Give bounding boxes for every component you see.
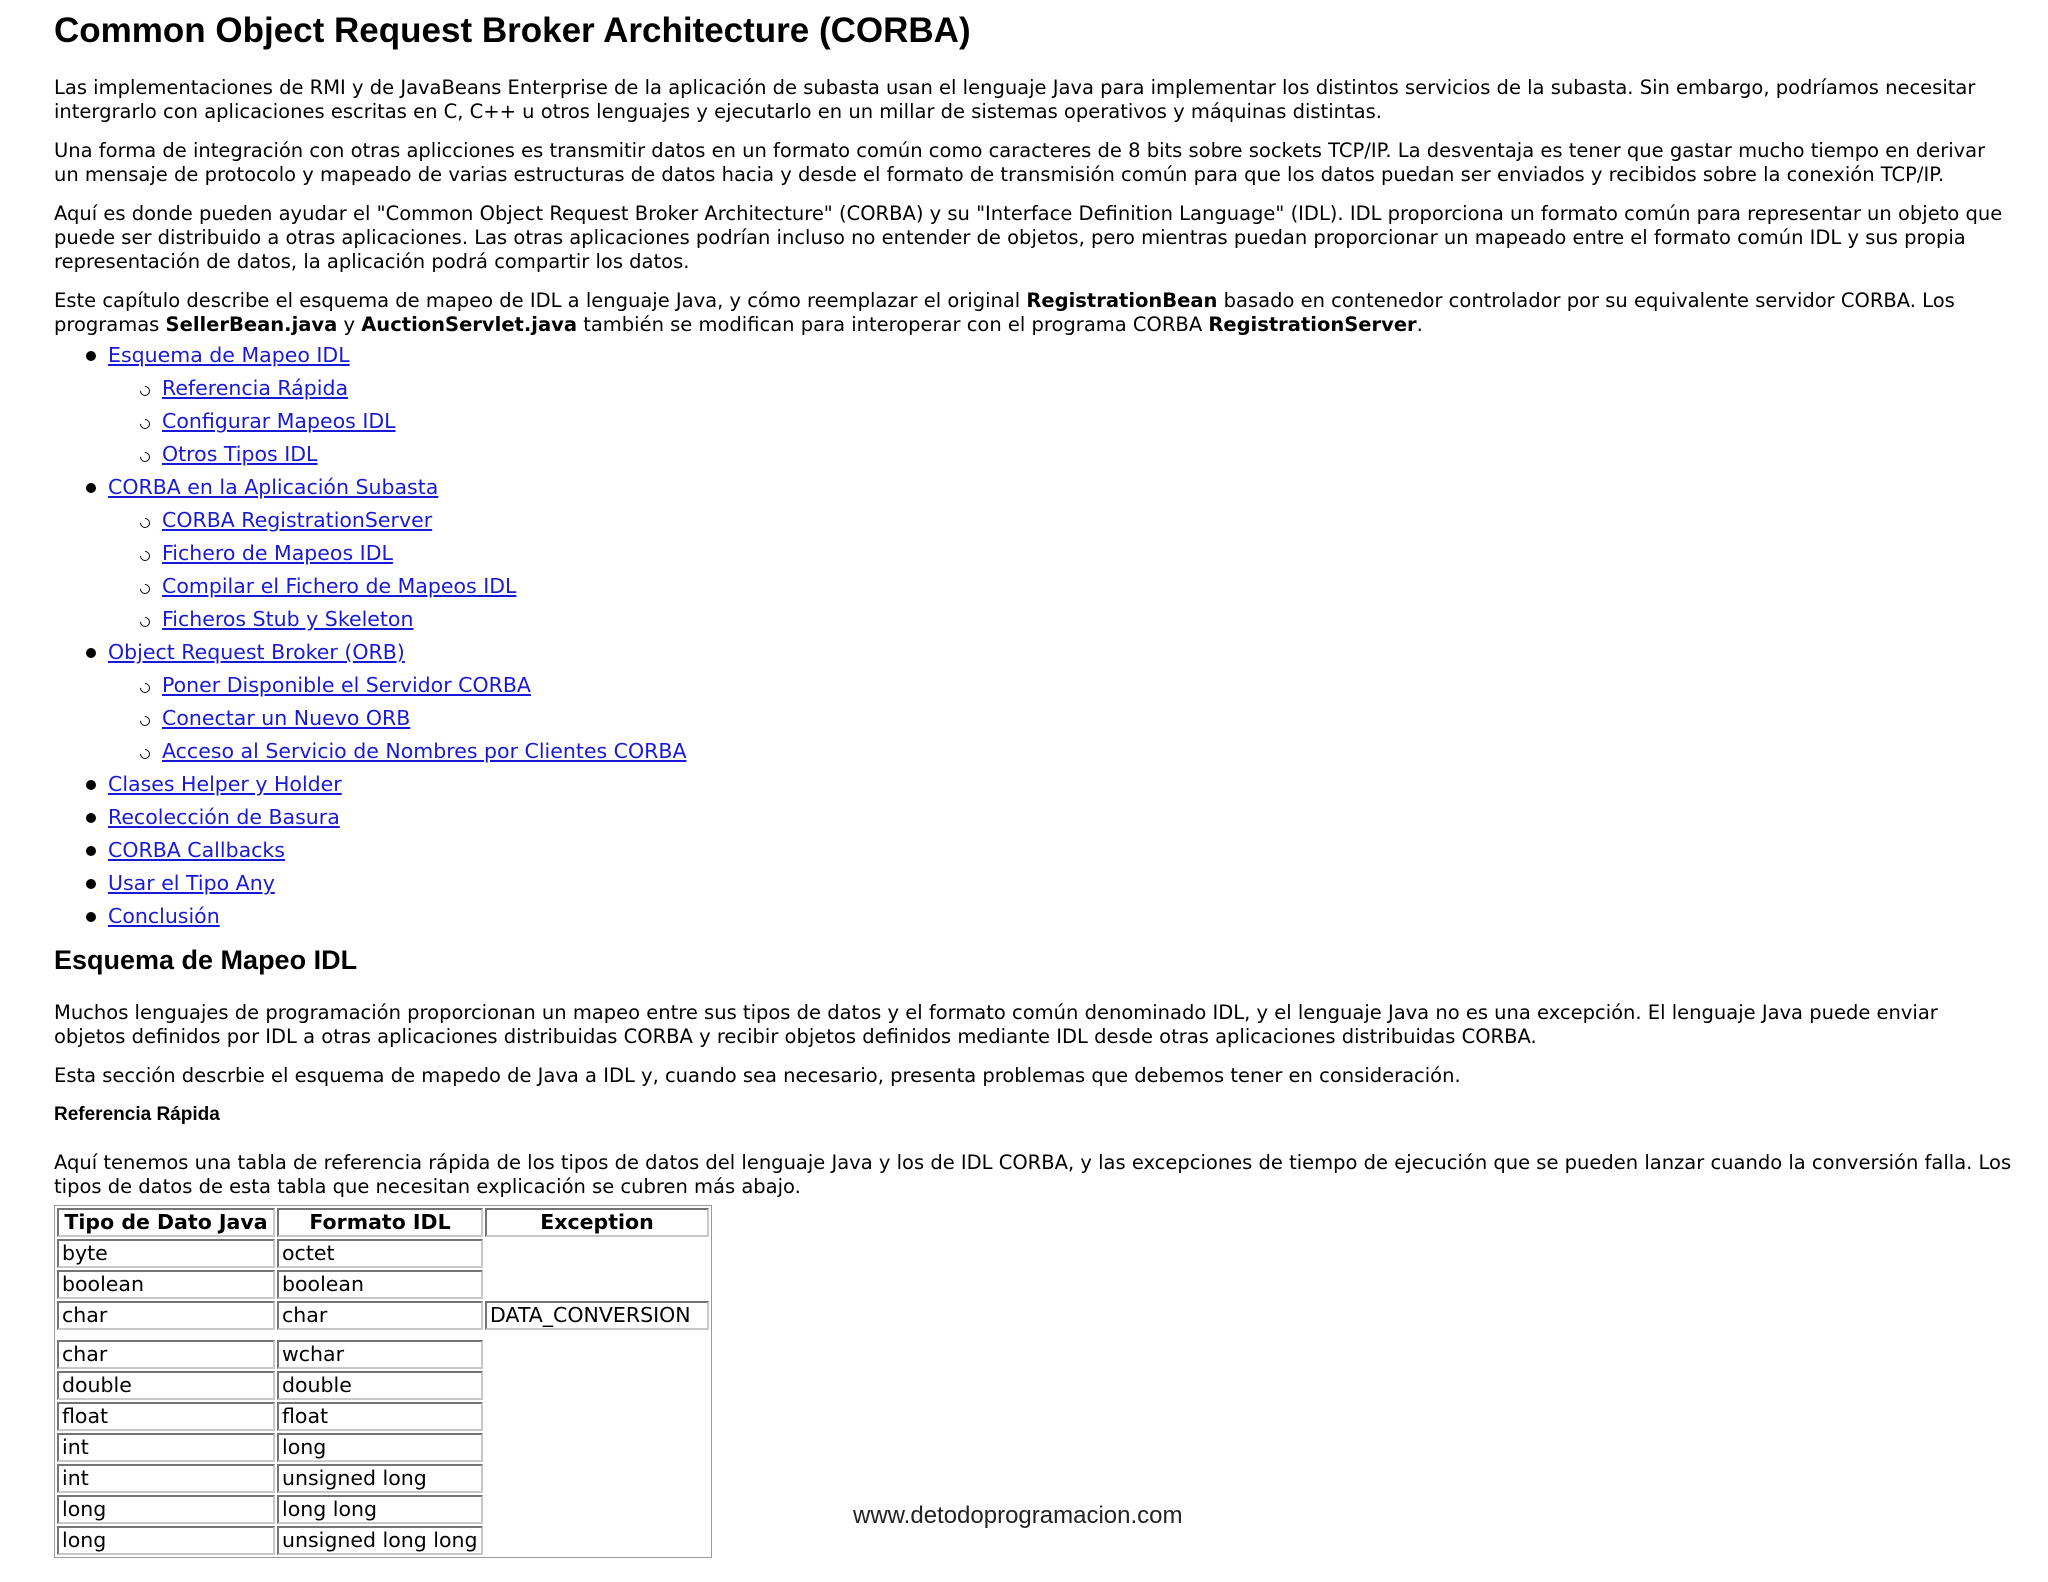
table-cell-empty xyxy=(485,1526,709,1555)
table-row xyxy=(57,1270,709,1299)
table-cell: wchar xyxy=(277,1340,483,1369)
watermark-text: www.detodoprogramacion.com xyxy=(853,1502,1183,1529)
toc-link-poner-disponible[interactable]: Poner Disponible el Servidor CORBA xyxy=(162,673,531,697)
toc-link-fichero-mapeos[interactable]: Fichero de Mapeos IDL xyxy=(162,541,393,565)
toc-item xyxy=(54,768,2014,801)
toc-link-servicio-nombres[interactable]: Acceso al Servicio de Nombres por Clientes CORBA xyxy=(162,739,687,763)
toc-link-stub-skeleton[interactable]: Ficheros Stub y Skeleton xyxy=(162,607,414,631)
table-cell: int xyxy=(57,1464,275,1493)
subsection-paragraph: Aquí tenemos una tabla de referencia rápida de los tipos de datos del lenguaje Java y los de IDL CORBA, y las excepciones de tiempo de ejecución que se pueden lanzar cuando la conversión falla. Los tipos de datos de esta tabla que necesitan explicación se cubren más abajo. xyxy=(54,1151,2012,1198)
table-row xyxy=(57,1239,709,1268)
table-row xyxy=(57,1340,709,1369)
section-heading: Esquema de Mapeo IDL xyxy=(54,945,358,975)
table-cell: double xyxy=(277,1371,483,1400)
table-row xyxy=(57,1464,709,1493)
intro-text: y xyxy=(337,313,362,336)
bullet-icon xyxy=(86,780,96,790)
toc-link-configurar-mapeos[interactable]: Configurar Mapeos IDL xyxy=(162,409,396,433)
toc-link-conectar-orb[interactable]: Conectar un Nuevo ORB xyxy=(162,706,411,730)
circle-bullet-icon xyxy=(138,681,152,695)
toc-link-compilar-fichero[interactable]: Compilar el Fichero de Mapeos IDL xyxy=(162,574,517,598)
toc-subitem xyxy=(108,702,2014,735)
file-name-auctionservlet: AuctionServlet.java xyxy=(361,313,577,336)
table-cell: long xyxy=(277,1433,483,1462)
column-header: Tipo de Dato Java xyxy=(57,1208,275,1237)
table-spacer xyxy=(57,1332,709,1338)
table-cell-exception: DATA_CONVERSION xyxy=(485,1301,709,1330)
table-cell: octet xyxy=(277,1239,483,1268)
toc-subitem xyxy=(108,372,2014,405)
section-paragraph-2: Esta sección descrbie el esquema de mapedo de Java a IDL y, cuando sea necesario, presenta problemas que debemos tener en consideración. xyxy=(54,1064,1461,1087)
bullet-icon xyxy=(86,648,96,658)
table-row xyxy=(57,1371,709,1400)
intro-paragraph-4 xyxy=(54,289,2014,337)
table-cell-empty xyxy=(485,1239,709,1268)
table-cell: float xyxy=(57,1402,275,1431)
circle-bullet-icon xyxy=(138,516,152,530)
table-row xyxy=(57,1402,709,1431)
bullet-icon xyxy=(86,912,96,922)
class-name-registrationserver: RegistrationServer xyxy=(1208,313,1417,336)
table-cell: unsigned long xyxy=(277,1464,483,1493)
bullet-icon xyxy=(86,879,96,889)
circle-bullet-icon xyxy=(138,615,152,629)
table-cell: unsigned long long xyxy=(277,1526,483,1555)
table-cell-empty xyxy=(485,1495,709,1524)
bullet-icon xyxy=(86,813,96,823)
table-cell: byte xyxy=(57,1239,275,1268)
subsection-heading: Referencia Rápida xyxy=(54,1104,220,1125)
table-cell: boolean xyxy=(57,1270,275,1299)
toc-link-referencia-rapida[interactable]: Referencia Rápida xyxy=(162,376,349,400)
circle-bullet-icon xyxy=(138,714,152,728)
toc-subitem xyxy=(108,603,2014,636)
table-header-row xyxy=(57,1208,709,1237)
toc-link-recoleccion-basura[interactable]: Recolección de Basura xyxy=(108,805,340,829)
toc-subitem xyxy=(108,504,2014,537)
table-row xyxy=(57,1526,709,1555)
toc-link-corba-aplicacion[interactable]: CORBA en la Aplicación Subasta xyxy=(108,475,439,499)
circle-bullet-icon xyxy=(138,450,152,464)
table-of-contents xyxy=(54,339,2014,933)
table-cell: int xyxy=(57,1433,275,1462)
table-cell: double xyxy=(57,1371,275,1400)
intro-text: basado en contenedor controlador por su equivalente servidor CORBA. Los programas xyxy=(54,289,1955,336)
intro-text: también se modifican para interoperar con el programa CORBA xyxy=(577,313,1209,336)
table-cell-empty xyxy=(485,1371,709,1400)
toc-item xyxy=(54,636,2014,768)
class-name-registrationbean: RegistrationBean xyxy=(1026,289,1218,312)
toc-subitem xyxy=(108,669,2014,702)
toc-subitem xyxy=(108,537,2014,570)
table-cell: long xyxy=(57,1495,275,1524)
table-cell: boolean xyxy=(277,1270,483,1299)
toc-link-esquema-mapeo-idl[interactable]: Esquema de Mapeo IDL xyxy=(108,343,350,367)
toc-item xyxy=(54,801,2014,834)
reference-table xyxy=(54,1205,712,1558)
bullet-icon xyxy=(86,483,96,493)
circle-bullet-icon xyxy=(138,417,152,431)
toc-link-callbacks[interactable]: CORBA Callbacks xyxy=(108,838,285,862)
toc-item xyxy=(54,834,2014,867)
circle-bullet-icon xyxy=(138,747,152,761)
file-name-sellerbean: SellerBean.java xyxy=(165,313,338,336)
table-cell-empty xyxy=(485,1270,709,1299)
table-cell: float xyxy=(277,1402,483,1431)
circle-bullet-icon xyxy=(138,384,152,398)
bullet-icon xyxy=(86,846,96,856)
table-cell: char xyxy=(57,1301,275,1330)
intro-text: . xyxy=(1416,313,1423,336)
toc-link-conclusion[interactable]: Conclusión xyxy=(108,904,220,928)
bullet-icon xyxy=(86,351,96,361)
toc-link-registrationserver[interactable]: CORBA RegistrationServer xyxy=(162,508,433,532)
table-row xyxy=(57,1495,709,1524)
toc-link-tipo-any[interactable]: Usar el Tipo Any xyxy=(108,871,275,895)
toc-subitem xyxy=(108,405,2014,438)
table-cell-empty xyxy=(485,1402,709,1431)
intro-paragraph-1: Las implementaciones de RMI y de JavaBeans Enterprise de la aplicación de subasta usan el lenguaje Java para implementar los distintos servicios de la subasta. Sin embargo, podríamos necesitar intergrarlo con aplicaciones escritas en C, C++ u otros lenguajes y ejecutarlo en un millar de sistemas operativos y máquinas distintas. xyxy=(54,76,1976,123)
table-row xyxy=(57,1433,709,1462)
toc-item xyxy=(54,900,2014,933)
table-cell-empty xyxy=(485,1340,709,1369)
intro-paragraph-2: Una forma de integración con otras aplicciones es transmitir datos en un formato común como caracteres de 8 bits sobre sockets TCP/IP. La desventaja es tener que gastar mucho tiempo en derivar un mensaje de protocolo y mapeado de varias estructuras de datos hacia y desde el formato de transmisión común para que los datos puedan ser enviados y recibidos sobre la conexión TCP/IP. xyxy=(54,139,1986,186)
toc-item xyxy=(54,339,2014,471)
toc-item xyxy=(54,867,2014,900)
document xyxy=(54,10,2014,1558)
table-row xyxy=(57,1301,709,1330)
toc-subitem xyxy=(108,570,2014,603)
page-title: Common Object Request Broker Architecture (CORBA) xyxy=(54,11,971,50)
circle-bullet-icon xyxy=(138,582,152,596)
toc-subitem xyxy=(108,438,2014,471)
column-header: Exception xyxy=(485,1208,709,1237)
toc-link-helper-holder[interactable]: Clases Helper y Holder xyxy=(108,772,342,796)
circle-bullet-icon xyxy=(138,549,152,563)
table-cell-empty xyxy=(485,1433,709,1462)
section-paragraph-1: Muchos lenguajes de programación proporcionan un mapeo entre sus tipos de datos y el formato común denominado IDL, y el lenguaje Java no es una excepción. El lenguaje Java puede enviar objetos definidos por IDL a otras aplicaciones distribuidas CORBA y recibir objetos definidos mediante IDL desde otras aplicaciones distribuidas CORBA. xyxy=(54,1001,1938,1048)
intro-paragraph-3: Aquí es donde pueden ayudar el "Common Object Request Broker Architecture" (CORBA) y su "Interface Definition Language" (IDL). IDL proporciona un formato común para representar un objeto que puede ser distribuido a otras aplicaciones. Las otras aplicaciones podrían incluso no entender de objetos, pero mientras puedan proporcionar un mapeado entre el formato común IDL y sus propia representación de datos, la aplicación podrá compartir los datos. xyxy=(54,202,2003,273)
table-cell: long xyxy=(57,1526,275,1555)
intro-text: Este capítulo describe el esquema de mapeo de IDL a lenguaje Java, y cómo reemplazar el original xyxy=(54,289,1027,312)
table-cell: char xyxy=(57,1340,275,1369)
toc-link-otros-tipos[interactable]: Otros Tipos IDL xyxy=(162,442,318,466)
table-cell: char xyxy=(277,1301,483,1330)
toc-item xyxy=(54,471,2014,636)
toc-link-orb[interactable]: Object Request Broker (ORB) xyxy=(108,640,405,664)
toc-subitem xyxy=(108,735,2014,768)
column-header: Formato IDL xyxy=(277,1208,483,1237)
table-cell: long long xyxy=(277,1495,483,1524)
table-cell-empty xyxy=(485,1464,709,1493)
